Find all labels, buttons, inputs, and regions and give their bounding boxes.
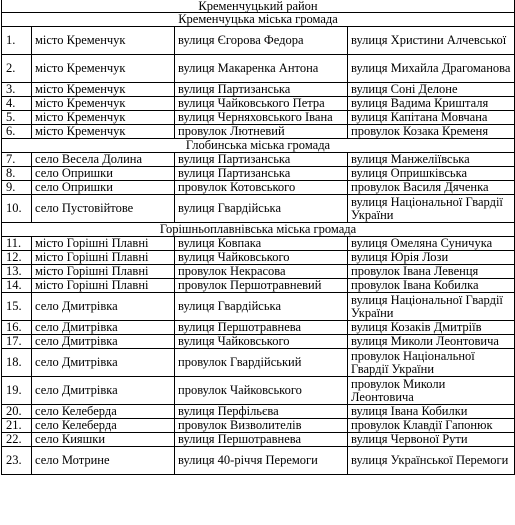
- row-number: 14.: [2, 279, 32, 293]
- old-name-cell: провулок Некрасова: [175, 265, 348, 279]
- new-name-cell: вулиця Миколи Леонтовича: [348, 335, 515, 349]
- new-name-cell: провулок Національної Гвардії України: [348, 349, 515, 377]
- table-row: [2, 83, 515, 97]
- settlement-cell: місто Кременчук: [32, 55, 175, 83]
- section-title: Глобинська міська громада: [2, 139, 515, 153]
- settlement-cell: місто Горішні Плавні: [32, 237, 175, 251]
- new-name-cell: вулиця Козаків Дмитріїв: [348, 321, 515, 335]
- section-header-row: [2, 139, 515, 153]
- old-name-cell: провулок Чайковського: [175, 377, 348, 405]
- row-number: 4.: [2, 97, 32, 111]
- settlement-cell: місто Кременчук: [32, 111, 175, 125]
- table-row: [2, 335, 515, 349]
- row-number: 8.: [2, 167, 32, 181]
- settlement-cell: місто Горішні Плавні: [32, 251, 175, 265]
- table-row: [2, 293, 515, 321]
- new-name-cell: вулиця Христини Алчевської: [348, 27, 515, 55]
- settlement-cell: село Опришки: [32, 181, 175, 195]
- row-number: 16.: [2, 321, 32, 335]
- old-name-cell: вулиця Першотравнева: [175, 321, 348, 335]
- new-name-cell: вулиця Капітана Мовчана: [348, 111, 515, 125]
- settlement-cell: село Опришки: [32, 167, 175, 181]
- new-name-cell: вулиця Івана Кобилки: [348, 405, 515, 419]
- table-row: [2, 349, 515, 377]
- district-header-row: [2, 0, 515, 13]
- old-name-cell: провулок Котовського: [175, 181, 348, 195]
- old-name-cell: вулиця Партизанська: [175, 167, 348, 181]
- new-name-cell: вулиця Червоної Рути: [348, 433, 515, 447]
- new-name-cell: вулиця Михайла Драгоманова: [348, 55, 515, 83]
- old-name-cell: провулок Гвардійський: [175, 349, 348, 377]
- settlement-cell: село Дмитрівка: [32, 321, 175, 335]
- old-name-cell: вулиця Гвардійська: [175, 293, 348, 321]
- new-name-cell: вулиця Манжеліївська: [348, 153, 515, 167]
- old-name-cell: вулиця Єгорова Федора: [175, 27, 348, 55]
- old-name-cell: вулиця Першотравнева: [175, 433, 348, 447]
- settlement-cell: село Весела Долина: [32, 153, 175, 167]
- old-name-cell: вулиця Перфільєва: [175, 405, 348, 419]
- row-number: 19.: [2, 377, 32, 405]
- table-row: [2, 195, 515, 223]
- table-row: [2, 419, 515, 433]
- section-title: Кременчуцька міська громада: [2, 13, 515, 27]
- document-page: [1, 0, 514, 475]
- old-name-cell: вулиця Партизанська: [175, 153, 348, 167]
- new-name-cell: вулиця Соні Делоне: [348, 83, 515, 97]
- settlement-cell: місто Кременчук: [32, 27, 175, 55]
- new-name-cell: провулок Клавдії Гапонюк: [348, 419, 515, 433]
- new-name-cell: провулок Івана Левенця: [348, 265, 515, 279]
- table-row: [2, 27, 515, 55]
- row-number: 2.: [2, 55, 32, 83]
- old-name-cell: вулиця Чайковського: [175, 251, 348, 265]
- new-name-cell: провулок Миколи Леонтовича: [348, 377, 515, 405]
- old-name-cell: вулиця Ковпака: [175, 237, 348, 251]
- old-name-cell: вулиця Чайковського: [175, 335, 348, 349]
- section-title: Горішньоплавнівська міська громада: [2, 223, 515, 237]
- row-number: 15.: [2, 293, 32, 321]
- row-number: 1.: [2, 27, 32, 55]
- old-name-cell: вулиця Чайковського Петра: [175, 97, 348, 111]
- new-name-cell: вулиця Юрія Лози: [348, 251, 515, 265]
- old-name-cell: вулиця Партизанська: [175, 83, 348, 97]
- old-name-cell: вулиця Черняховського Івана: [175, 111, 348, 125]
- table-row: [2, 111, 515, 125]
- row-number: 20.: [2, 405, 32, 419]
- table-row: [2, 55, 515, 83]
- district-title: Кременчуцький район: [2, 0, 515, 13]
- new-name-cell: вулиця Омеляна Суничука: [348, 237, 515, 251]
- old-name-cell: вулиця 40-річчя Перемоги: [175, 447, 348, 475]
- settlement-cell: село Дмитрівка: [32, 335, 175, 349]
- table-row: [2, 251, 515, 265]
- old-name-cell: провулок Визволителів: [175, 419, 348, 433]
- table-row: [2, 125, 515, 139]
- row-number: 12.: [2, 251, 32, 265]
- table-row: [2, 433, 515, 447]
- new-name-cell: вулиця Вадима Кришталя: [348, 97, 515, 111]
- row-number: 9.: [2, 181, 32, 195]
- new-name-cell: вулиця Української Перемоги: [348, 447, 515, 475]
- new-name-cell: провулок Козака Кременя: [348, 125, 515, 139]
- settlement-cell: село Мотрине: [32, 447, 175, 475]
- table-row: [2, 447, 515, 475]
- settlement-cell: село Дмитрівка: [32, 377, 175, 405]
- row-number: 23.: [2, 447, 32, 475]
- row-number: 18.: [2, 349, 32, 377]
- settlement-cell: місто Горішні Плавні: [32, 279, 175, 293]
- row-number: 21.: [2, 419, 32, 433]
- table-row: [2, 237, 515, 251]
- table-row: [2, 153, 515, 167]
- old-name-cell: вулиця Макаренка Антона: [175, 55, 348, 83]
- table-row: [2, 321, 515, 335]
- table-row: [2, 167, 515, 181]
- section-header-row: [2, 223, 515, 237]
- settlement-cell: село Келеберда: [32, 405, 175, 419]
- table-body: [2, 0, 515, 475]
- table-row: [2, 377, 515, 405]
- section-header-row: [2, 13, 515, 27]
- table-row: [2, 97, 515, 111]
- settlement-cell: місто Кременчук: [32, 97, 175, 111]
- settlement-cell: село Дмитрівка: [32, 293, 175, 321]
- table-row: [2, 265, 515, 279]
- row-number: 11.: [2, 237, 32, 251]
- table-row: [2, 181, 515, 195]
- row-number: 5.: [2, 111, 32, 125]
- new-name-cell: провулок Василя Дяченка: [348, 181, 515, 195]
- settlement-cell: село Дмитрівка: [32, 349, 175, 377]
- row-number: 22.: [2, 433, 32, 447]
- new-name-cell: вулиця Національної Гвардії України: [348, 293, 515, 321]
- row-number: 6.: [2, 125, 32, 139]
- table-row: [2, 279, 515, 293]
- settlement-cell: село Пустовійтове: [32, 195, 175, 223]
- old-name-cell: вулиця Гвардійська: [175, 195, 348, 223]
- old-name-cell: провулок Першотравневий: [175, 279, 348, 293]
- settlement-cell: місто Кременчук: [32, 125, 175, 139]
- settlement-cell: місто Кременчук: [32, 83, 175, 97]
- row-number: 10.: [2, 195, 32, 223]
- table-row: [2, 405, 515, 419]
- new-name-cell: вулиця Національної Гвардії України: [348, 195, 515, 223]
- settlement-cell: село Кияшки: [32, 433, 175, 447]
- new-name-cell: вулиця Опришківська: [348, 167, 515, 181]
- row-number: 13.: [2, 265, 32, 279]
- settlement-cell: село Келеберда: [32, 419, 175, 433]
- old-name-cell: провулок Лютневий: [175, 125, 348, 139]
- row-number: 17.: [2, 335, 32, 349]
- row-number: 7.: [2, 153, 32, 167]
- new-name-cell: провулок Івана Кобилка: [348, 279, 515, 293]
- settlement-cell: місто Горішні Плавні: [32, 265, 175, 279]
- street-renaming-table: [1, 0, 515, 475]
- row-number: 3.: [2, 83, 32, 97]
